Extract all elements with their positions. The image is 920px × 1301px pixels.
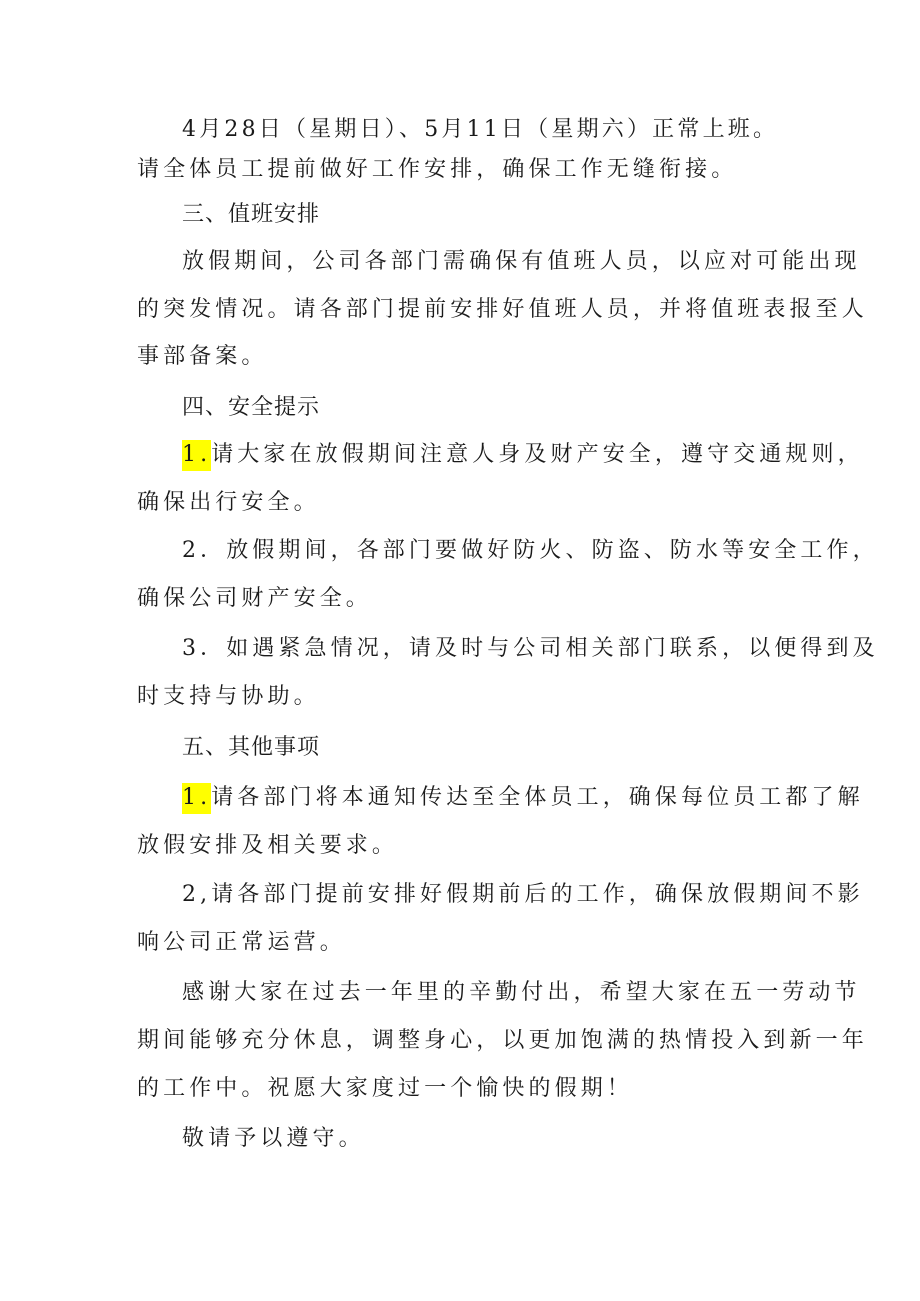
- section-heading-other: 五、其他事项: [182, 735, 321, 760]
- list-item: [182, 783, 864, 813]
- highlighted-number: 1.: [182, 440, 211, 471]
- paragraph-line: 响公司正常运营。: [137, 930, 346, 955]
- list-item: [182, 440, 864, 470]
- paragraph-line: 的工作中。祝愿大家度过一个愉快的假期！: [137, 1076, 633, 1101]
- list-item: 2．放假期间，各部门要做好防火、防盗、防水等安全工作，: [182, 538, 879, 563]
- list-item: 3．如遇紧急情况，请及时与公司相关部门联系，以便得到及: [182, 636, 879, 661]
- paragraph-line: 事部备案。: [137, 344, 268, 369]
- section-heading-safety: 四、安全提示: [182, 395, 321, 420]
- list-item: 2,请各部门提前安排好假期前后的工作，确保放假期间不影: [182, 882, 864, 907]
- paragraph-line: 确保出行安全。: [137, 490, 320, 515]
- list-item-text: 请大家在放假期间注意人身及财产安全，遵守交通规则，: [211, 442, 864, 467]
- section-heading-duty: 三、值班安排: [182, 202, 321, 227]
- paragraph-line: 4月28日（星期日）、5月11日（星期六）正常上班。: [182, 117, 779, 142]
- paragraph-line: 请全体员工提前做好工作安排，确保工作无缝衔接。: [137, 157, 738, 182]
- paragraph-line: 的突发情况。请各部门提前安排好值班人员，并将值班表报至人: [137, 297, 868, 322]
- paragraph-line: 放假安排及相关要求。: [137, 833, 399, 858]
- list-item-text: 请各部门将本通知传达至全体员工，确保每位员工都了解: [211, 785, 864, 810]
- paragraph-line: 确保公司财产安全。: [137, 586, 372, 611]
- highlighted-number: 1.: [182, 783, 211, 814]
- paragraph-line: 期间能够充分休息，调整身心，以更加饱满的热情投入到新一年: [137, 1028, 868, 1053]
- paragraph-line: 感谢大家在过去一年里的辛勤付出，希望大家在五一劳动节: [182, 980, 861, 1005]
- paragraph-line: 放假期间，公司各部门需确保有值班人员，以应对可能出现: [182, 249, 861, 274]
- closing-line: 敬请予以遵守。: [182, 1126, 365, 1151]
- paragraph-line: 时支持与协助。: [137, 684, 320, 709]
